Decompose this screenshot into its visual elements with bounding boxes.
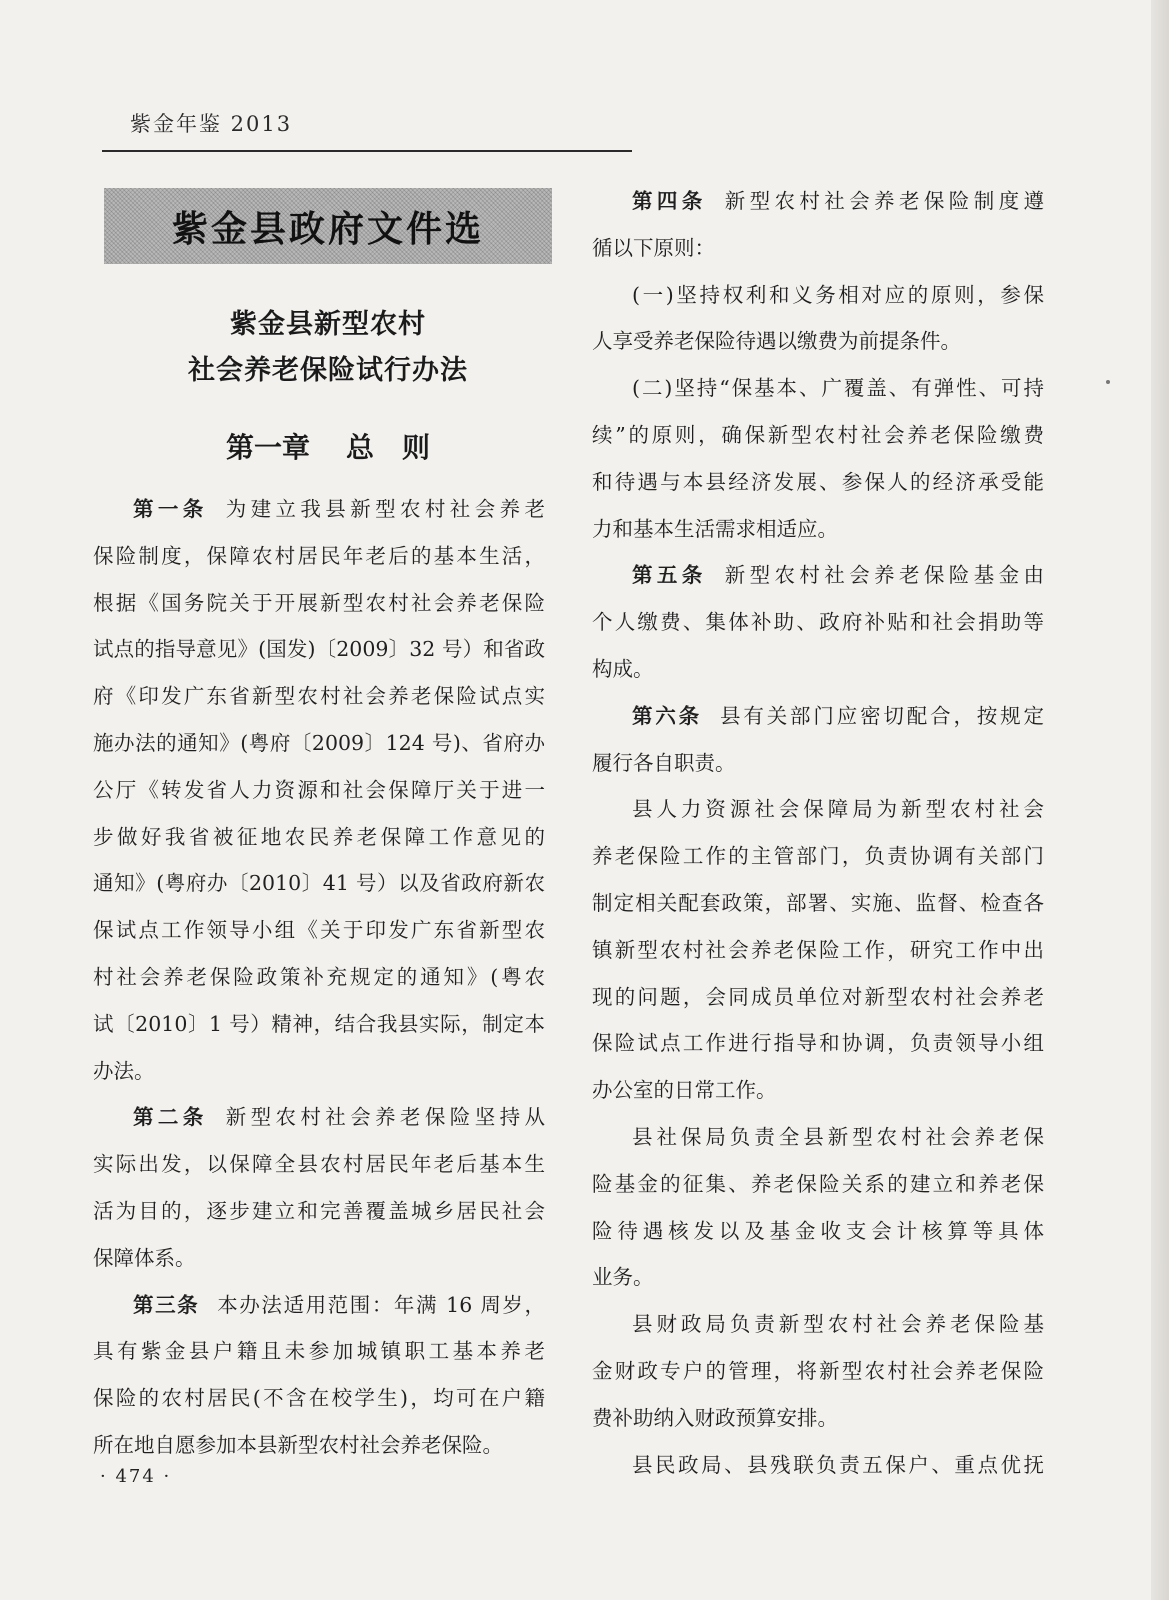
- line-text: 活为目的，逐步建立和完善覆盖城乡居民社会: [93, 1198, 545, 1223]
- line-text: 通知》(粤府办〔2010〕41 号）以及省政府新农: [93, 871, 545, 896]
- article-number: 第六条: [632, 703, 703, 728]
- text-line: [592, 693, 1044, 740]
- paragraph: [592, 178, 1044, 272]
- text-line: [592, 1395, 1044, 1442]
- line-text: 和待遇与本县经济发展、参保人的经济承受能: [592, 469, 1044, 494]
- section-banner: [104, 188, 552, 264]
- text-line: [93, 1328, 545, 1375]
- line-text: 个人缴费、集体补助、政府补贴和社会捐助等: [592, 610, 1044, 635]
- paragraph: [592, 1301, 1044, 1441]
- text-line: [592, 459, 1044, 506]
- line-text: 履行各自职责。: [592, 750, 736, 775]
- line-text: 办公室的日常工作。: [592, 1078, 777, 1103]
- chapter-heading: [104, 426, 552, 466]
- line-text: 县社保局负责全县新型农村社会养老保: [632, 1124, 1044, 1149]
- text-line: [592, 1067, 1044, 1114]
- paragraph: [93, 486, 545, 1094]
- text-line: [93, 767, 545, 814]
- line-text: 制定相关配套政策，部署、实施、监督、检查各: [592, 890, 1044, 915]
- article-number: 第三条: [133, 1292, 200, 1317]
- document-title-line-1: 紫金县新型农村: [230, 309, 426, 340]
- line-text: 保试点工作领导小组《关于印发广东省新型农: [93, 918, 545, 943]
- text-line: [93, 1422, 545, 1469]
- line-text: 保险试点工作进行指导和协调，负责领导小组: [592, 1031, 1044, 1056]
- text-line: [93, 486, 545, 533]
- text-line: [93, 860, 545, 907]
- line-text: 县有关部门应密切配合，按规定: [720, 703, 1044, 728]
- line-text: 保险的农村居民(不含在校学生)，均可在户籍: [93, 1386, 545, 1411]
- line-text: 费补助纳入财政预算安排。: [592, 1405, 838, 1430]
- text-line: [592, 1442, 1044, 1489]
- line-text: 具有紫金县户籍且未参加城镇职工基本养老: [93, 1339, 545, 1364]
- running-head: 紫金年鉴 2013: [130, 112, 293, 136]
- line-text: 步做好我省被征地农民养老保障工作意见的: [93, 824, 545, 849]
- line-text: 本办法适用范围：年满 16 周岁，: [217, 1292, 545, 1317]
- text-line: [93, 814, 545, 861]
- text-line: [93, 1375, 545, 1422]
- chapter-name-part-2: 则: [402, 431, 431, 464]
- line-text: 试点的指导意见》(国发)〔2009〕32 号）和省政: [93, 637, 545, 662]
- line-text: 县人力资源社会保障局为新型农村社会: [632, 797, 1044, 822]
- text-line: [93, 533, 545, 580]
- paragraph: [93, 1094, 545, 1281]
- line-text: 养老保险工作的主管部门，负责协调有关部门: [592, 844, 1044, 869]
- paragraph: [93, 1282, 545, 1469]
- line-text: (二)坚持“保基本、广覆盖、有弹性、可持: [632, 376, 1044, 401]
- article-number: 第四条: [632, 189, 707, 213]
- text-line: [592, 506, 1044, 553]
- line-text: 保障体系。: [93, 1245, 196, 1270]
- text-line: [93, 626, 545, 673]
- paragraph: [592, 1442, 1044, 1489]
- article-number: 第五条: [632, 563, 707, 588]
- paragraph: [592, 365, 1044, 552]
- text-line: [592, 1254, 1044, 1301]
- line-text: 办法。: [93, 1058, 155, 1083]
- line-text: 保险制度，保障农村居民年老后的基本生活，: [93, 543, 545, 568]
- line-text: 村社会养老保险政策补充规定的通知》(粤农: [93, 964, 545, 989]
- page-number: · 474 ·: [100, 1466, 172, 1487]
- text-line: [93, 720, 545, 767]
- text-line: [592, 1114, 1044, 1161]
- right-column: [592, 178, 1044, 1488]
- line-text: 险基金的征集、养老保险关系的建立和养老保: [592, 1171, 1044, 1196]
- paragraph: [592, 786, 1044, 1114]
- line-text: 县财政局负责新型农村社会养老保险基: [632, 1312, 1044, 1337]
- text-line: [93, 954, 545, 1001]
- text-line: [93, 580, 545, 627]
- line-text: 新型农村社会养老保险坚持从: [225, 1105, 546, 1130]
- line-text: 施办法的通知》(粤府〔2009〕124 号)、省府办: [93, 730, 545, 755]
- line-text: 人享受养老保险待遇以缴费为前提条件。: [592, 329, 961, 354]
- chapter-number: 第一章: [225, 431, 310, 464]
- line-text: 试〔2010〕1 号）精神，结合我县实际，制定本: [93, 1011, 545, 1036]
- scan-edge: [1151, 0, 1169, 1600]
- text-line: [592, 1161, 1044, 1208]
- line-text: 实际出发，以保障全县农村居民年老后基本生: [93, 1152, 545, 1177]
- text-line: [592, 365, 1044, 412]
- line-text: 县民政局、县残联负责五保户、重点优抚: [632, 1452, 1044, 1477]
- text-line: [93, 1094, 545, 1141]
- text-line: [592, 1301, 1044, 1348]
- line-text: 新型农村社会养老保险制度遵: [724, 189, 1045, 213]
- line-text: 循以下原则：: [592, 235, 715, 260]
- line-text: 公厅《转发省人力资源和社会保障厅关于进一: [93, 777, 545, 802]
- text-line: [592, 318, 1044, 365]
- text-line: [592, 1020, 1044, 1067]
- line-text: 构成。: [592, 656, 654, 681]
- text-line: [93, 1141, 545, 1188]
- text-line: [592, 974, 1044, 1021]
- paragraph: [592, 272, 1044, 366]
- line-text: 新型农村社会养老保险基金由: [724, 563, 1045, 588]
- text-line: [592, 833, 1044, 880]
- line-text: 险待遇核发以及基金收支会计核算等具体: [592, 1218, 1044, 1243]
- text-line: [592, 646, 1044, 693]
- scan-speck: [1106, 380, 1110, 384]
- text-line: [592, 412, 1044, 459]
- text-line: [592, 599, 1044, 646]
- section-banner-text: 紫金县政府文件选: [171, 208, 484, 250]
- article-number: 第一条: [133, 497, 208, 521]
- left-column: [93, 486, 545, 1469]
- line-text: 现的问题，会同成员单位对新型农村社会养老: [592, 984, 1044, 1009]
- line-text: 续”的原则，确保新型农村社会养老保险缴费: [592, 422, 1044, 447]
- line-text: 府《印发广东省新型农村社会养老保险试点实: [93, 684, 545, 709]
- line-text: 为建立我县新型农村社会养老: [225, 497, 546, 521]
- text-line: [93, 673, 545, 720]
- paragraph: [592, 693, 1044, 787]
- text-line: [592, 178, 1044, 225]
- text-line: [592, 225, 1044, 272]
- line-text: 镇新型农村社会养老保险工作，研究工作中出: [592, 937, 1044, 962]
- line-text: 业务。: [592, 1265, 654, 1290]
- line-text: 所在地自愿参加本县新型农村社会养老保险。: [93, 1432, 503, 1457]
- chapter-name-part-1: 总: [345, 431, 374, 464]
- text-line: [93, 1282, 545, 1329]
- text-line: [592, 1348, 1044, 1395]
- text-line: [93, 1048, 545, 1095]
- text-line: [93, 1188, 545, 1235]
- document-title-line-2: 社会养老保险试行办法: [188, 355, 468, 386]
- line-text: 力和基本生活需求相适应。: [592, 516, 838, 541]
- text-line: [93, 1235, 545, 1282]
- text-line: [592, 927, 1044, 974]
- header-rule: [102, 150, 632, 152]
- text-line: [592, 786, 1044, 833]
- line-text: (一)坚持权利和义务相对应的原则，参保: [632, 282, 1044, 307]
- text-line: [592, 552, 1044, 599]
- article-number: 第二条: [133, 1105, 208, 1130]
- paragraph: [592, 1114, 1044, 1301]
- text-line: [592, 272, 1044, 319]
- text-line: [93, 1001, 545, 1048]
- line-text: 根据《国务院关于开展新型农村社会养老保险: [93, 590, 545, 615]
- line-text: 金财政专户的管理，将新型农村社会养老保险: [592, 1358, 1044, 1383]
- text-line: [592, 880, 1044, 927]
- paragraph: [592, 552, 1044, 692]
- text-line: [592, 1208, 1044, 1255]
- text-line: [93, 907, 545, 954]
- text-line: [592, 740, 1044, 787]
